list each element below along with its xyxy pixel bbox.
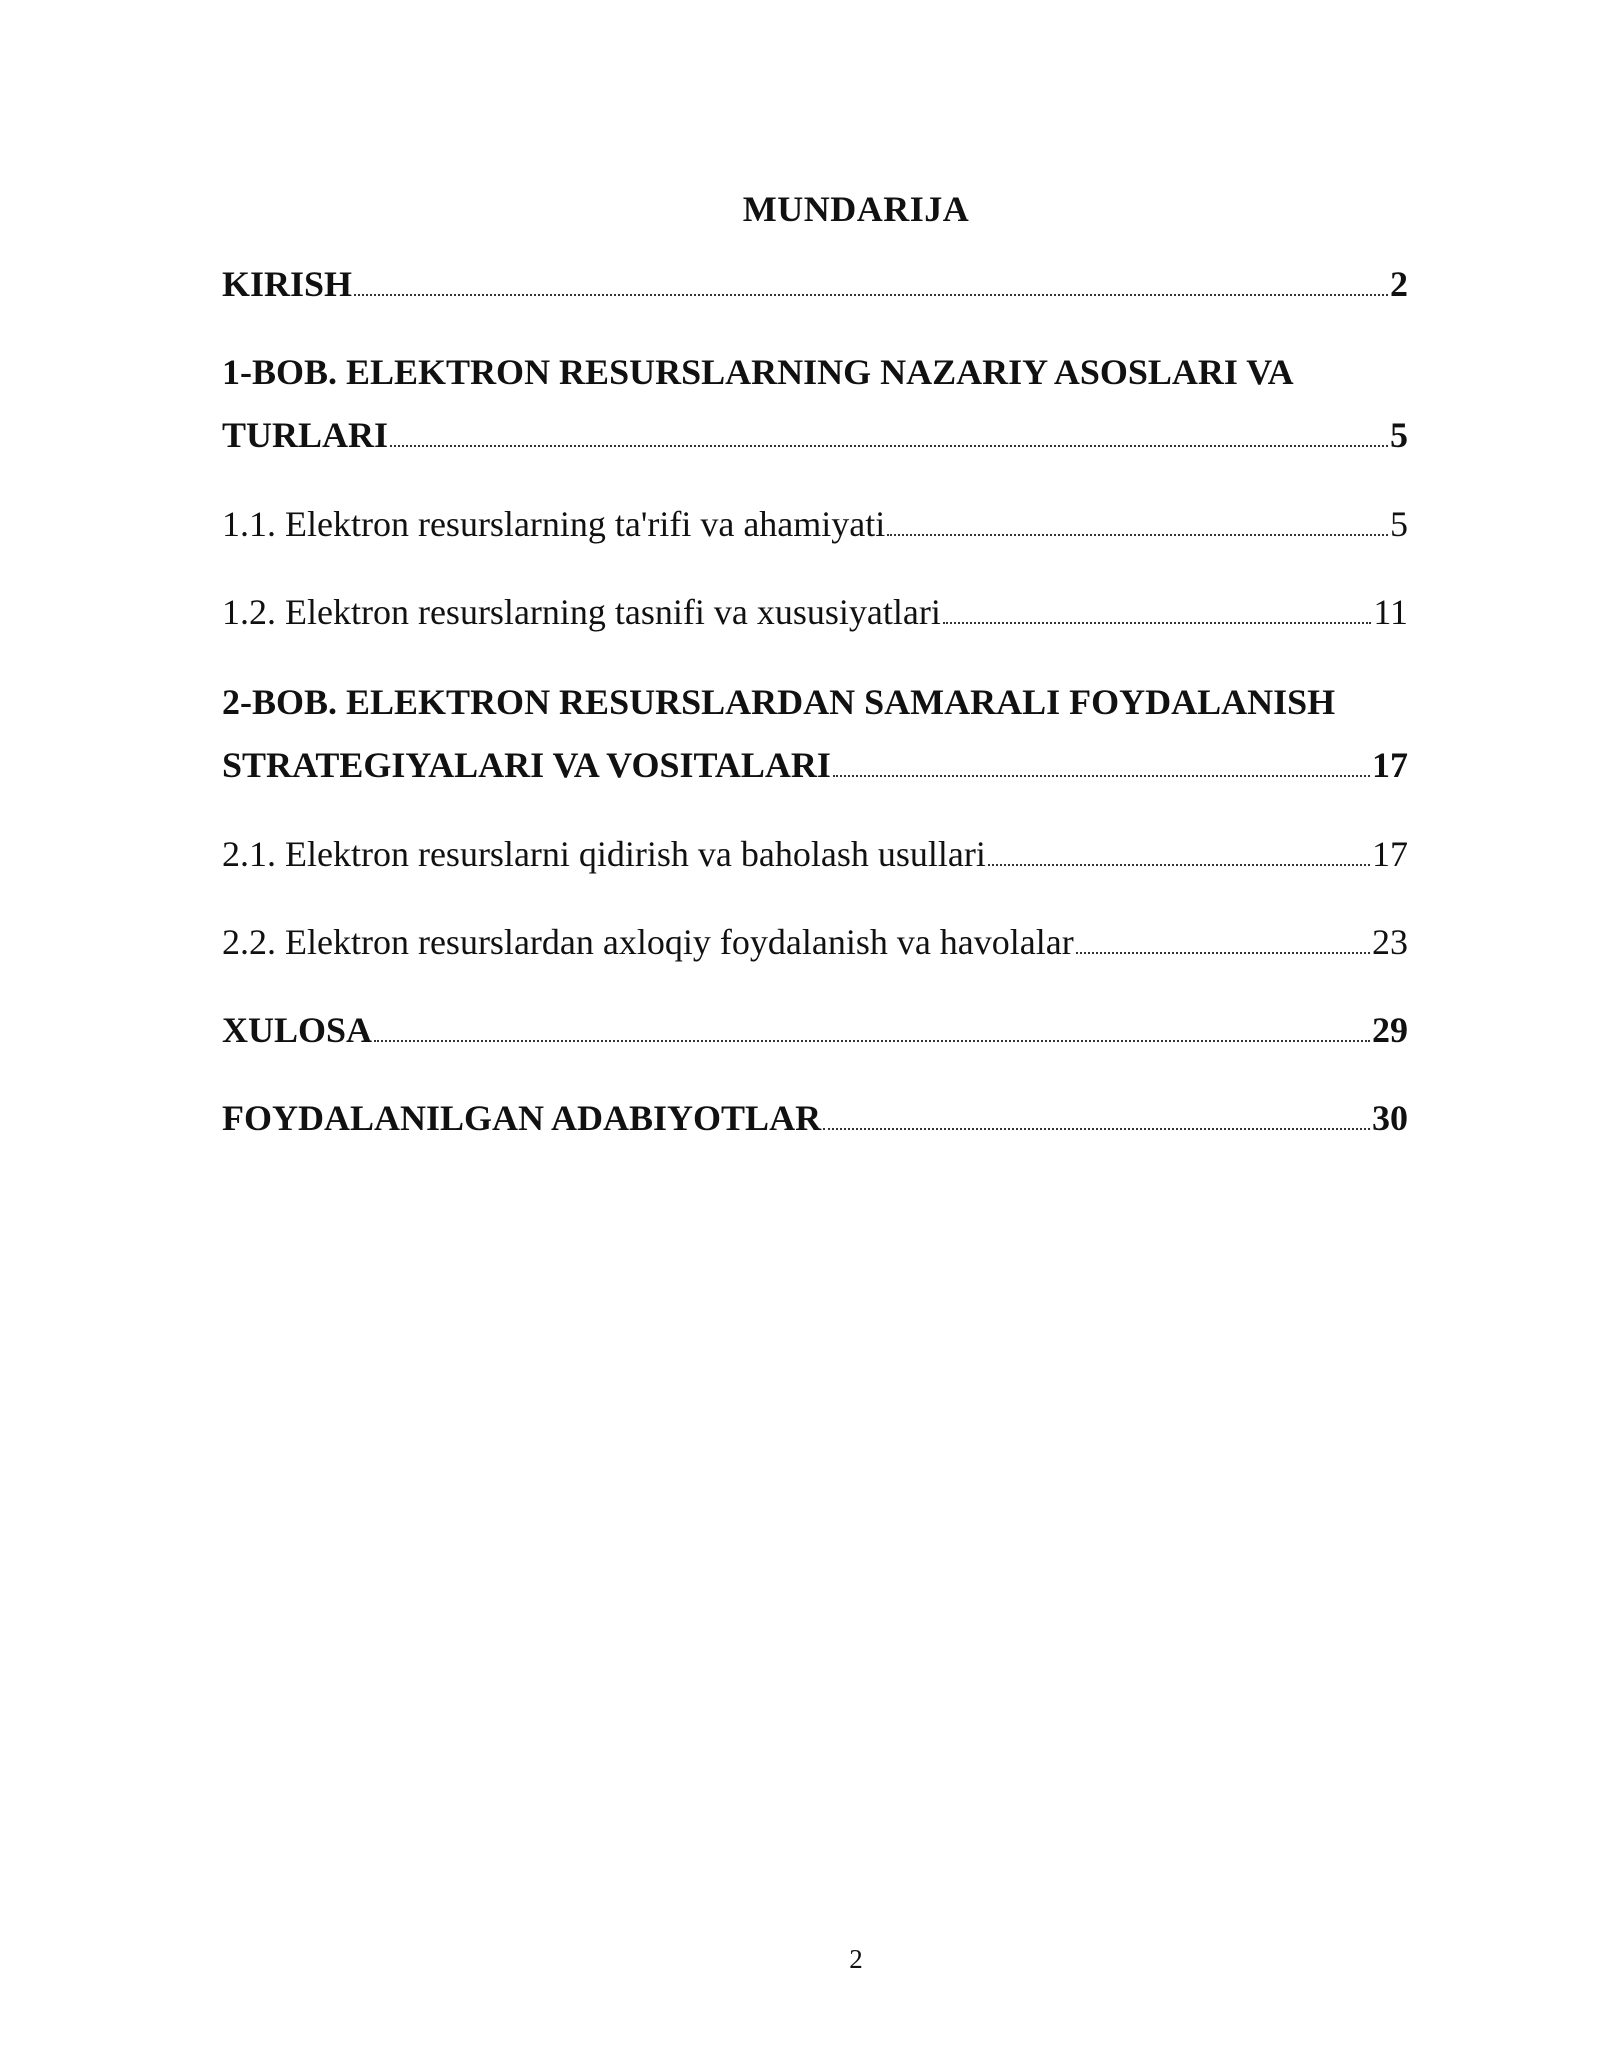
toc-entry-text: KIRISH <box>222 264 353 304</box>
toc-entry-text: STRATEGIYALARI VA VOSITALARI <box>222 745 831 785</box>
toc-dot-leader <box>833 775 1370 777</box>
toc-entry-page: 5 <box>1390 504 1408 544</box>
toc-entry-page: 17 <box>1372 745 1408 785</box>
toc-entry-text: 2.1. Elektron resurslarni qidirish va baholash usullari <box>222 834 986 874</box>
toc-entry-text: FOYDALANILGAN ADABIYOTLAR <box>222 1098 822 1138</box>
toc-entry-section-2-2[interactable] <box>222 920 1408 964</box>
toc-entry-text-line1: 2-BOB. ELEKTRON RESURSLARDAN SAMARALI FOYDALANISH <box>222 682 1336 722</box>
toc-dot-leader <box>988 864 1370 866</box>
toc-entry-page: 23 <box>1372 922 1408 962</box>
toc-title: MUNDARIJA <box>742 189 970 229</box>
toc-entry-page: 11 <box>1373 592 1408 632</box>
toc-entry-page: 17 <box>1372 834 1408 874</box>
toc-entry-text: 1.2. Elektron resurslarning tasnifi va xususiyatlari <box>222 592 941 632</box>
toc-entry-section-1-1[interactable] <box>222 502 1408 546</box>
toc-entry-text-line1: 1-BOB. ELEKTRON RESURSLARNING NAZARIY ASOSLARI VA <box>222 352 1294 392</box>
toc-entry-text: 1.1. Elektron resurslarning ta'rifi va ahamiyati <box>222 504 886 544</box>
toc-entry-section-1-2[interactable] <box>222 590 1408 634</box>
toc-dot-leader <box>390 445 1388 447</box>
toc-entry-text: 2.2. Elektron resurslardan axloqiy foydalanish va havolalar <box>222 922 1074 962</box>
toc-entry-chapter-2[interactable] <box>222 680 1408 787</box>
toc-entry-page: 30 <box>1372 1098 1408 1138</box>
toc-dot-leader <box>943 622 1371 624</box>
toc-entry-text: TURLARI <box>222 415 389 455</box>
toc-entry-kirish[interactable] <box>222 262 1408 306</box>
toc-entry-chapter-1[interactable] <box>222 350 1408 457</box>
toc-entry-text: XULOSA <box>222 1010 373 1050</box>
toc-dot-leader <box>1076 952 1370 954</box>
toc-dot-leader <box>354 294 1388 296</box>
toc-entry-section-2-1[interactable] <box>222 832 1408 876</box>
toc-entry-page: 29 <box>1372 1010 1408 1050</box>
toc-entry-xulosa[interactable] <box>222 1008 1408 1052</box>
toc-entry-references[interactable] <box>222 1096 1408 1140</box>
toc-dot-leader <box>823 1128 1370 1130</box>
toc-dot-leader <box>887 534 1388 536</box>
page-number: 2 <box>849 1944 863 1974</box>
toc-entry-page: 2 <box>1390 264 1408 304</box>
toc-entry-page: 5 <box>1390 415 1408 455</box>
toc-dot-leader <box>374 1040 1370 1042</box>
